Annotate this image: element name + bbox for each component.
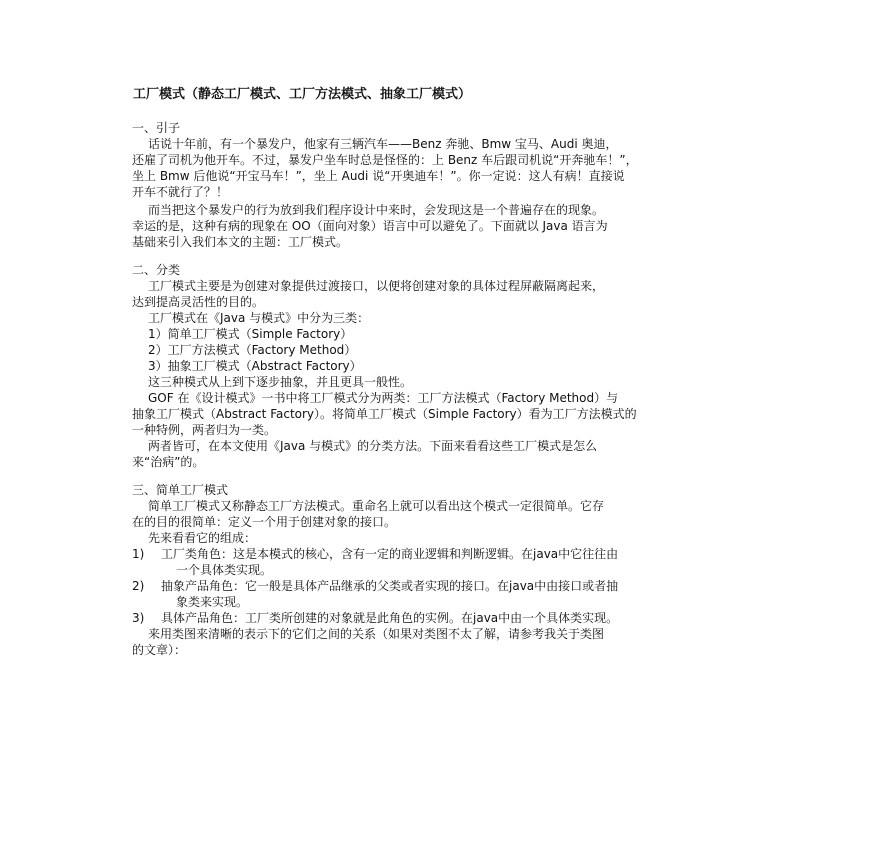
paragraph-line: 来用类图来清晰的表示下的它们之间的关系（如果对类图不太了解，请参考我关于类图	[148, 627, 605, 641]
paragraph-line: 开车不就行了？！	[132, 185, 229, 199]
paragraph-line: 抽象工厂模式（Abstract Factory）。将简单工厂模式（Simple Factory）看为工厂方法模式的	[132, 407, 637, 421]
list-item: 2）工厂方法模式（Factory Method）	[148, 343, 357, 357]
paragraph-line: 还雇了司机为他开车。不过，暴发户坐车时总是怪怪的：上 Benz 车后跟司机说“开奔驰车！”，	[132, 153, 638, 167]
list-item: 1）简单工厂模式（Simple Factory）	[148, 327, 353, 341]
paragraph-line: 一种特例，两者归为一类。	[132, 423, 277, 437]
doc-title: 工厂模式（静态工厂模式、工厂方法模式、抽象工厂模式）	[133, 87, 472, 102]
paragraph-line: 两者皆可，在本文使用《Java 与模式》的分类方法。下面来看看这些工厂模式是怎么	[148, 439, 598, 453]
list-number: 2)	[132, 579, 145, 593]
list-number: 1)	[132, 547, 145, 561]
paragraph-line: 工厂模式主要是为创建对象提供过渡接口，以便将创建对象的具体过程屏蔽隔离起来，	[148, 279, 605, 293]
paragraph-line: 在的目的很简单：定义一个用于创建对象的接口。	[132, 515, 397, 529]
list-item: 一个具体类实现。	[176, 563, 273, 577]
list-item: 工厂类角色：这是本模式的核心，含有一定的商业逻辑和判断逻辑。在java中它往往由	[161, 547, 619, 561]
section-heading-classification: 二、分类	[132, 263, 181, 277]
paragraph-line: GOF 在《设计模式》一书中将工厂模式分为两类：工厂方法模式（Factory Method）与	[148, 391, 619, 405]
list-item: 3）抽象工厂模式（Abstract Factory）	[148, 359, 362, 373]
paragraph-line: 达到提高灵活性的目的。	[132, 295, 265, 309]
list-number: 3)	[132, 611, 145, 625]
paragraph-line: 这三种模式从上到下逐步抽象，并且更具一般性。	[148, 375, 413, 389]
paragraph-line: 来“治病”的。	[132, 455, 205, 469]
paragraph-line: 话说十年前，有一个暴发户，他家有三辆汽车——Benz 奔驰、Bmw 宝马、Audi 奥迪，	[148, 137, 618, 151]
paragraph-line: 基础来引入我们本文的主题：工厂模式。	[132, 235, 349, 249]
section-heading-intro: 一、引子	[132, 121, 181, 135]
paragraph-line: 而当把这个暴发户的行为放到我们程序设计中来时，会发现这是一个普遍存在的现象。	[148, 203, 605, 217]
paragraph-line: 幸运的是，这种有病的现象在 OO（面向对象）语言中可以避免了。下面就以 Java 语言为	[132, 219, 608, 233]
paragraph-line: 的文章）：	[132, 643, 187, 657]
paragraph-line: 工厂模式在《Java 与模式》中分为三类：	[148, 311, 370, 325]
list-item: 象类来实现。	[176, 595, 249, 609]
list-item: 具体产品角色：工厂类所创建的对象就是此角色的实例。在java中由一个具体类实现。	[161, 611, 619, 625]
paragraph-line: 坐上 Bmw 后他说“开宝马车！”，坐上 Audi 说“开奥迪车！”。你一定说：这人有病！直接说	[132, 169, 625, 183]
list-item: 抽象产品角色：它一般是具体产品继承的父类或者实现的接口。在java中由接口或者抽	[161, 579, 619, 593]
section-heading-simple-factory: 三、简单工厂模式	[132, 483, 229, 497]
paragraph-line: 先来看看它的组成：	[148, 531, 257, 545]
paragraph-line: 简单工厂模式又称静态工厂方法模式。重命名上就可以看出这个模式一定很简单。它存	[148, 499, 605, 513]
